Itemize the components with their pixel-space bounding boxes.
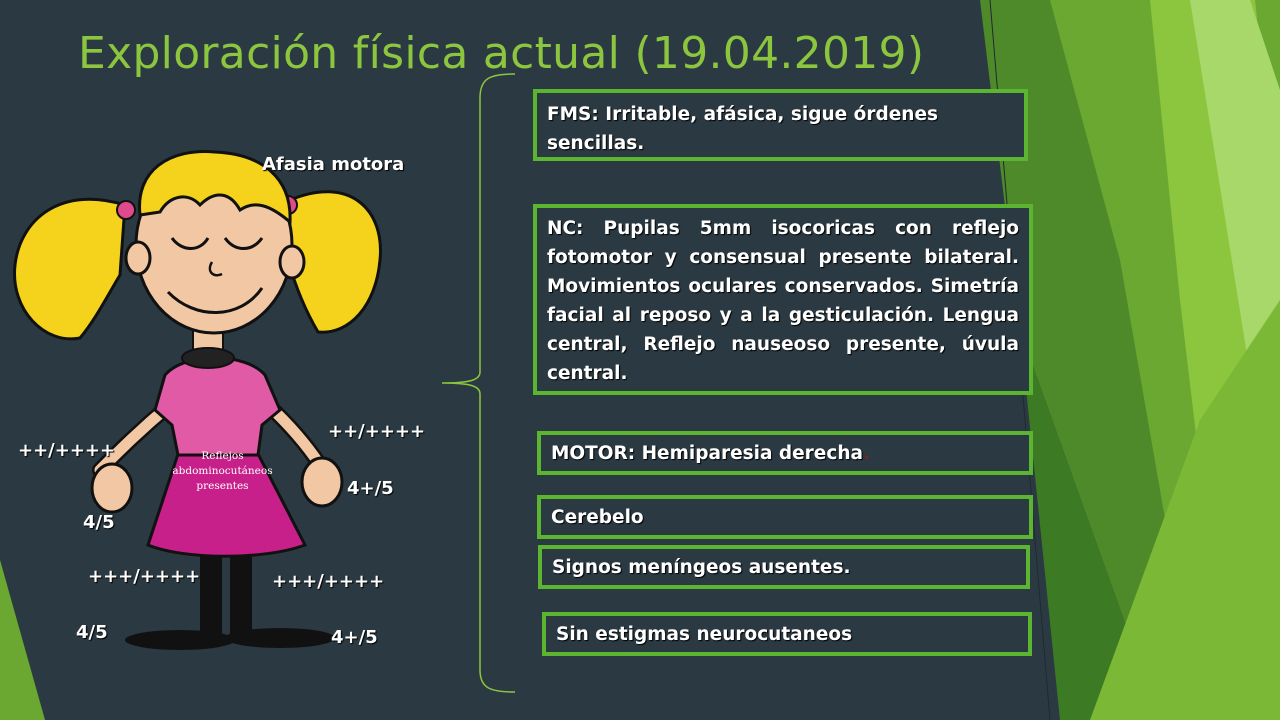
cerebelo-text: Cerebelo (551, 507, 644, 528)
meningeos-text: Signos meníngeos ausentes. (552, 557, 851, 578)
fms-text: FMS: Irritable, afásica, sigue órdenes sencillas. (547, 104, 939, 154)
estigmas-box (542, 612, 1032, 656)
reflex-right-arm: ++/++++ (328, 421, 426, 442)
page-title: Exploración física actual (19.04.2019) (78, 28, 925, 79)
fms-box (533, 89, 1028, 161)
reflex-left-arm: ++/++++ (18, 440, 116, 461)
strength-right-arm: 4+/5 (347, 478, 394, 499)
strength-left-leg: 4/5 (76, 622, 108, 643)
nc-box (533, 204, 1033, 395)
estigmas-text: Sin estigmas neurocutaneos (556, 624, 853, 645)
strength-left-arm: 4/5 (83, 512, 115, 533)
motor-dot: . (862, 443, 871, 464)
afasia-label: Afasia motora (262, 154, 405, 175)
nc-text: NC: Pupilas 5mm isocoricas con reflejo fotomotor y consensual presente bilateral. Movimientos oculares conservados. Simetría facial al reposo y a la gesticulación. Lengua central, Reflejo nauseoso presente, úvula central. (547, 218, 1019, 384)
meningeos-box (538, 545, 1030, 589)
reflex-right-leg: +++/++++ (272, 571, 385, 592)
motor-text: MOTOR: Hemiparesia derecha (551, 443, 863, 464)
cerebelo-box (537, 495, 1033, 539)
reflex-left-leg: +++/++++ (88, 566, 201, 587)
strength-right-leg: 4+/5 (331, 627, 378, 648)
motor-box (537, 431, 1033, 475)
abdominal-reflex-label: Reflejos abdominocutáneos presentes (172, 450, 273, 492)
